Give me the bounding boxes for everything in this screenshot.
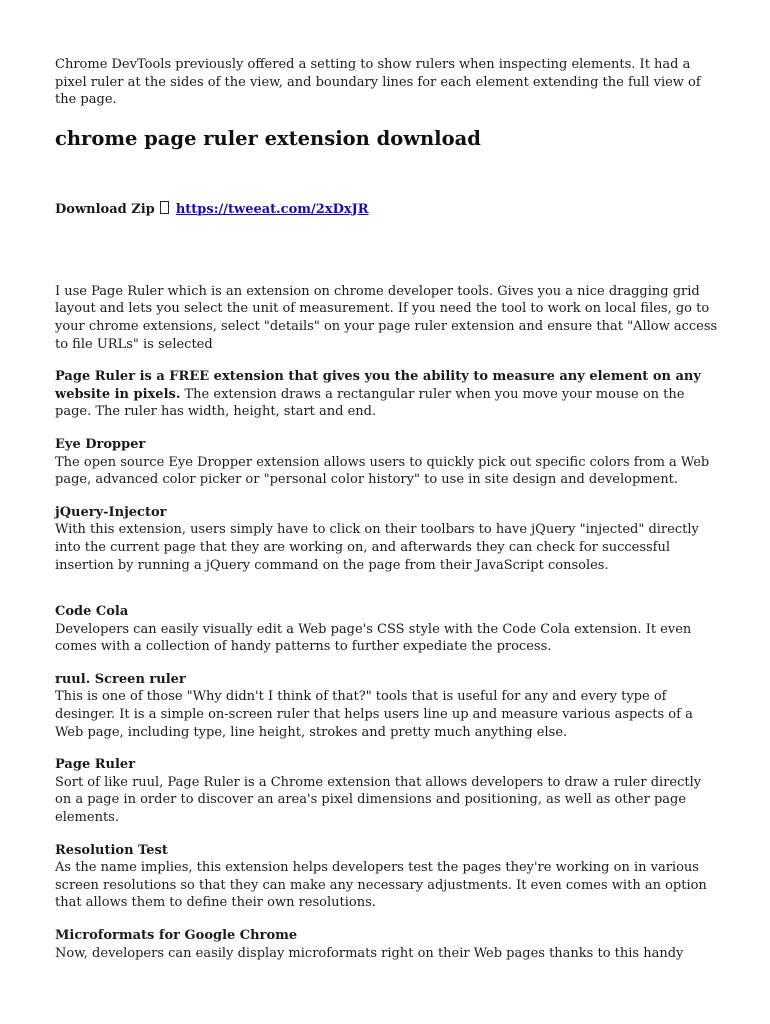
download-link[interactable]: https://tweeat.com/2xDxJR — [175, 201, 369, 217]
section-resolution-test — [55, 842, 720, 912]
section-eye-dropper — [55, 436, 720, 489]
section-heading: Microformats for Google Chrome — [55, 928, 298, 943]
section-heading: Eye Dropper — [55, 436, 146, 452]
free-extension-paragraph — [55, 368, 720, 421]
section-text: As the name implies, this extension helps developers test the pages they're working on in various screen resolutions so that they can make any necessary adjustments. It even comes with an option that allows them to define their own resolutions. — [55, 860, 707, 911]
section-heading: ruul. Screen ruler — [55, 671, 186, 687]
page-ruler-paragraph: I use Page Ruler which is an extension on chrome developer tools. Gives you a nice dragging grid layout and lets you select the unit of measurement. If you need the tool to work on local files, go to your chrome extensions, select "details" on your page ruler extension and ensure that "Allow access to file URLs" is selected — [55, 283, 718, 352]
section-page-ruler — [55, 756, 720, 826]
section-ruul-screen-ruler — [55, 671, 720, 741]
section-text: The open source Eye Dropper extension allows users to quickly pick out specific colors from a Web page, advanced color picker or "personal color history" to use in site design and development. — [55, 454, 710, 488]
section-text: Now, developers can easily display microformats right on their Web pages thanks to this handy — [55, 945, 684, 961]
section-heading: Code Cola — [55, 604, 129, 620]
placeholder-box-icon — [160, 201, 169, 214]
section-heading: Resolution Test — [55, 842, 168, 858]
section-text: This is one of those "Why didn't I think of that?" tools that is useful for any and every type of desinger. It is a simple on-screen ruler that helps users line up and measure various aspects of a Web page, including type, line height, strokes and pretty much anything else. — [55, 689, 693, 740]
section-heading: jQuery-Injector — [55, 504, 167, 520]
section-text: With this extension, users simply have to click on their toolbars to have jQuery "injected" directly into the current page that they are working on, and afterwards they can check for successful insertion by running a jQuery command on the page from their JavaScript consoles. — [55, 522, 699, 573]
free-extension-rest: The extension draws a rectangular ruler when you move your mouse on the page. The ruler has width, height, start and end. — [55, 386, 685, 420]
free-extension-bold: Page Ruler is a FREE extension that gives you the ability to measure any element on any website in pixels. — [55, 369, 701, 402]
section-microformats — [55, 927, 720, 962]
section-text: Sort of like ruul, Page Ruler is a Chrome extension that allows developers to draw a ruler directly on a page in order to discover an area's pixel dimensions and positioning, as well as other page elements. — [55, 774, 702, 826]
section-jquery-injector — [55, 504, 720, 574]
page-title: chrome page ruler extension download — [55, 126, 481, 150]
section-code-cola — [55, 603, 720, 656]
section-text: Developers can easily visually edit a Web page's CSS style with the Code Cola extension. It even comes with a collection of handy patterns to further expediate the process. — [55, 621, 692, 655]
section-heading: Page Ruler — [55, 757, 136, 773]
document-page — [55, 56, 720, 962]
download-line — [55, 201, 720, 218]
download-label: Download Zip — [55, 201, 155, 217]
intro-paragraph: Chrome DevTools previously offered a setting to show rulers when inspecting elements. It had a pixel ruler at the sides of the view, and boundary lines for each element extending the full view of the page. — [55, 57, 701, 108]
